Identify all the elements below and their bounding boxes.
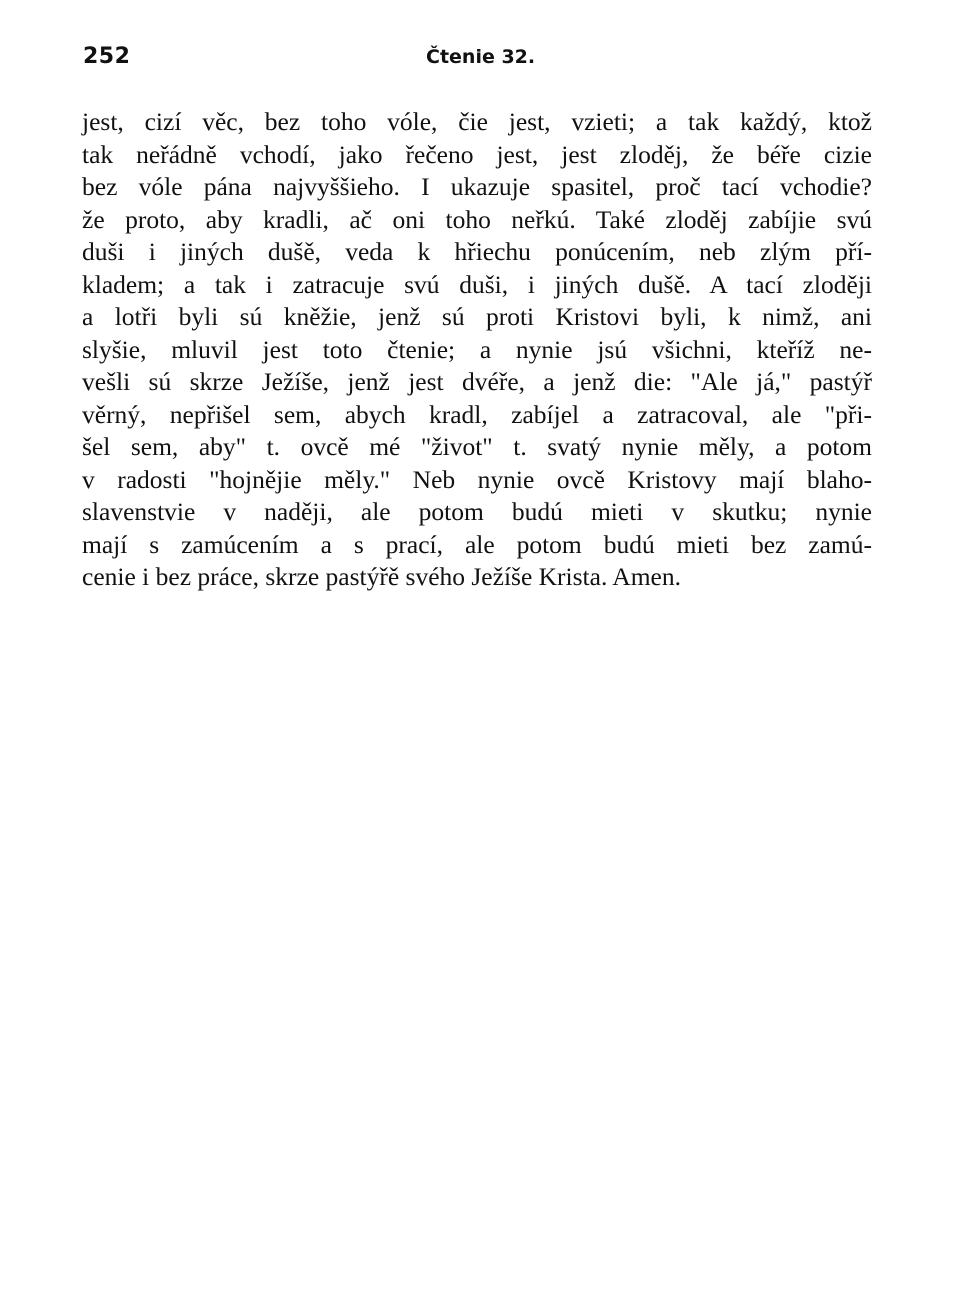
text-line: jest, cizí věc, bez toho vóle, čie jest, vzieti; a tak každý, ktož — [82, 107, 872, 136]
text-line: věrný, nepřišel sem, abych kradl, zabíjel a zatracoval, ale "při- — [82, 399, 872, 429]
text-line: a lotři byli sú kněžie, jenž sú proti Kristovi byli, k nimž, ani — [82, 302, 872, 331]
text-line: mají s zamúcením a s prací, ale potom budú mieti bez zamú- — [82, 529, 872, 559]
page-number: 252 — [83, 44, 131, 69]
text-line: slyšie, mluvil jest toto čtenie; a nynie jsú všichni, kteříž ne- — [82, 334, 872, 364]
running-head-title: Čtenie 32. — [426, 46, 536, 68]
text-line: že proto, aby kradli, ač oni toho neřkú. Také zloděj zabíjie svú — [82, 204, 872, 234]
text-line: bez vóle pána najvyššieho. I ukazuje spasitel, proč tací vchodie? — [82, 172, 872, 201]
text-line: cenie i bez práce, skrze pastýřě svého Ježíše Krista. Amen. — [82, 562, 682, 591]
text-line: duši i jiných dušě, veda k hřiechu ponúcením, neb zlým pří- — [82, 237, 872, 266]
text-line: v radosti "hojnějie měly." Neb nynie ovcě Kristovy mají blaho- — [82, 464, 872, 494]
text-line: vešli sú skrze Ježíše, jenž jest dvéře, a jenž die: "Ale já," pastýř — [82, 367, 872, 396]
text-line: šel sem, aby" t. ovcě mé "život" t. svatý nynie měly, a potom — [82, 432, 872, 461]
body-paragraph — [82, 106, 872, 594]
text-line: slavenstvie v naději, ale potom budú mieti v skutku; nynie — [82, 497, 872, 526]
text-line: kladem; a tak i zatracuje svú duši, i jiných dušě. A tací zloději — [82, 269, 872, 299]
text-line: tak neřádně vchodí, jako řečeno jest, jest zloděj, že béře cizie — [82, 139, 872, 169]
